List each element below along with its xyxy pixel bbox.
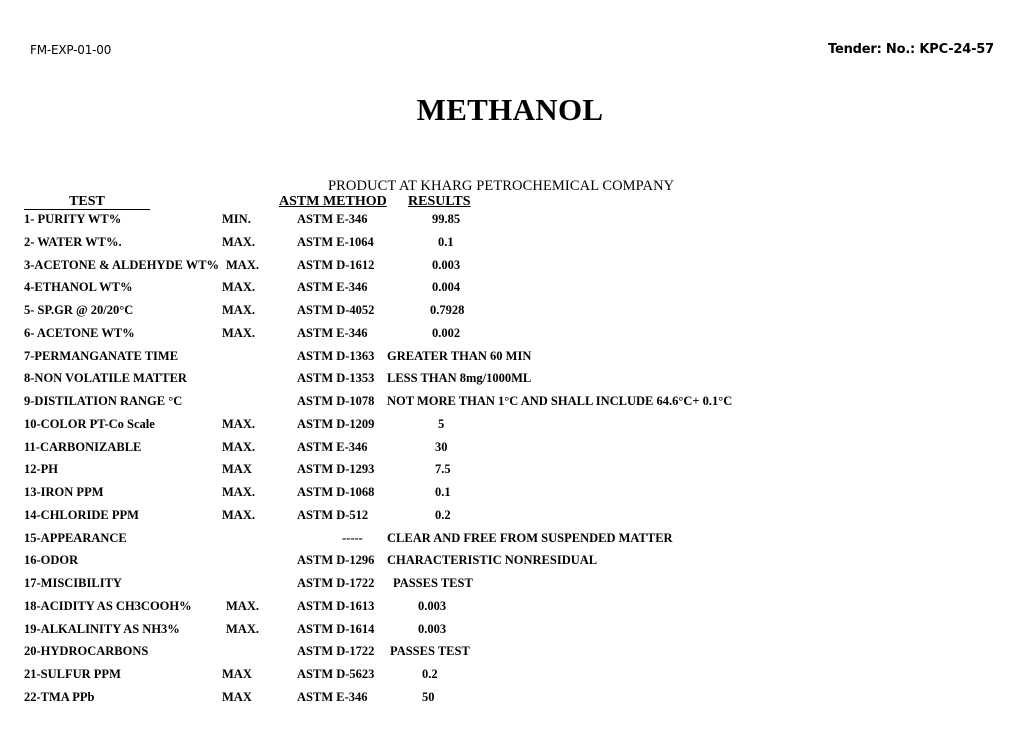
- table-row: [0, 210, 1020, 233]
- test-name: 6- ACETONE WT%: [24, 325, 135, 340]
- test-name: 18-ACIDITY AS CH3COOH%: [24, 598, 192, 613]
- column-header-results: RESULTS: [408, 194, 471, 209]
- table-row: [0, 415, 1020, 438]
- result-value: 0.7928: [430, 303, 465, 317]
- table-row: [0, 688, 1020, 711]
- result-value: 50: [422, 689, 435, 704]
- result-value: CLEAR AND FREE FROM SUSPENDED MATTER: [387, 530, 673, 545]
- result-value: PASSES TEST: [393, 576, 473, 590]
- result-value: 0.2: [422, 667, 438, 681]
- limit-type: MAX.: [222, 485, 255, 499]
- test-name: 13-IRON PPM: [24, 485, 104, 499]
- astm-method: ASTM D-1363: [297, 348, 375, 363]
- test-name: 19-ALKALINITY AS NH3%: [24, 621, 180, 636]
- table-row: [0, 551, 1020, 574]
- spec-table: [0, 210, 1020, 711]
- table-row: [0, 529, 1020, 552]
- astm-method: ASTM E-346: [297, 325, 368, 340]
- result-value: 0.1: [438, 234, 454, 249]
- result-value: NOT MORE THAN 1°C AND SHALL INCLUDE 64.6°C+ 0.1°C: [387, 394, 733, 408]
- table-row: [0, 233, 1020, 256]
- test-name: 22-TMA PPb: [24, 689, 95, 704]
- test-name: 21-SULFUR PPM: [24, 667, 121, 681]
- result-value: 0.003: [418, 621, 447, 636]
- astm-method: ASTM D-512: [297, 507, 369, 522]
- result-value: PASSES TEST: [390, 644, 470, 659]
- test-name: 7-PERMANGANATE TIME: [24, 348, 179, 363]
- test-name: 4-ETHANOL WT%: [24, 280, 133, 295]
- test-name: 20-HYDROCARBONS: [24, 644, 149, 659]
- test-name: 15-APPEARANCE: [24, 530, 127, 545]
- result-value: 30: [435, 439, 448, 454]
- astm-method: ASTM E-346: [297, 689, 368, 704]
- result-value: CHARACTERISTIC NONRESIDUAL: [387, 553, 598, 568]
- result-value: 5: [438, 416, 445, 431]
- column-header-test: TEST: [24, 194, 150, 210]
- limit-type: MIN.: [222, 212, 251, 226]
- result-value: 0.003: [418, 598, 447, 613]
- result-value: 0.2: [435, 507, 451, 522]
- limit-type: MAX.: [222, 303, 255, 317]
- astm-method: ASTM D-1296: [297, 553, 375, 568]
- test-name: 14-CHLORIDE PPM: [24, 507, 139, 522]
- astm-method: ASTM E-346: [297, 212, 368, 226]
- table-row: [0, 256, 1020, 279]
- test-name: 11-CARBONIZABLE: [24, 439, 142, 454]
- astm-method: ASTM D-1353: [297, 371, 375, 386]
- test-name: 3-ACETONE & ALDEHYDE WT%: [24, 257, 220, 272]
- astm-method: ASTM D-1209: [297, 416, 375, 431]
- astm-method: ASTM E-346: [297, 280, 368, 295]
- astm-method: ASTM D-1614: [297, 621, 375, 636]
- table-row: [0, 392, 1020, 415]
- table-row: [0, 506, 1020, 529]
- result-value: 0.003: [432, 257, 461, 272]
- tender-number: Tender: No.: KPC-24-57: [828, 42, 994, 57]
- result-value: 7.5: [435, 462, 451, 477]
- table-row: [0, 324, 1020, 347]
- table-row: [0, 620, 1020, 643]
- table-row: [0, 301, 1020, 324]
- limit-type: MAX.: [222, 325, 255, 340]
- table-row: [0, 438, 1020, 461]
- astm-method: ASTM D-5623: [297, 667, 375, 681]
- table-row: [0, 574, 1020, 597]
- limit-type: MAX.: [222, 507, 255, 522]
- limit-type: MAX: [222, 667, 252, 681]
- table-row: [0, 369, 1020, 392]
- astm-method: ASTM D-4052: [297, 303, 375, 317]
- test-name: 16-ODOR: [24, 553, 79, 568]
- astm-method: ASTM E-346: [297, 439, 368, 454]
- limit-type: MAX: [222, 462, 252, 477]
- test-name: 10-COLOR PT-Co Scale: [24, 416, 155, 431]
- document-code: FM-EXP-01-00: [30, 43, 112, 57]
- test-name: 9-DISTILATION RANGE °C: [24, 394, 183, 408]
- column-header-astm-method: ASTM METHOD: [279, 194, 387, 209]
- result-value: GREATER THAN 60 MIN: [387, 348, 532, 363]
- limit-type: MAX.: [222, 280, 255, 295]
- astm-method: -----: [342, 530, 363, 545]
- table-row: [0, 483, 1020, 506]
- table-row: [0, 597, 1020, 620]
- page-title: METHANOL: [416, 92, 604, 127]
- limit-type: MAX.: [226, 621, 259, 636]
- test-name: 12-PH: [24, 462, 59, 477]
- table-row: [0, 642, 1020, 665]
- result-value: 0.002: [432, 325, 461, 340]
- astm-method: ASTM D-1068: [297, 485, 375, 499]
- astm-method: ASTM D-1722: [297, 644, 375, 659]
- astm-method: ASTM D-1293: [297, 462, 375, 477]
- table-row: [0, 665, 1020, 688]
- astm-method: ASTM D-1612: [297, 257, 375, 272]
- result-value: 0.004: [432, 280, 461, 295]
- test-name: 17-MISCIBILITY: [24, 576, 122, 590]
- limit-type: MAX: [222, 689, 252, 704]
- result-value: 99.85: [432, 212, 461, 226]
- astm-method: ASTM D-1722: [297, 576, 375, 590]
- limit-type: MAX.: [222, 416, 255, 431]
- product-subtitle: PRODUCT AT KHARG PETROCHEMICAL COMPANY: [328, 178, 675, 194]
- limit-type: MAX.: [226, 598, 259, 613]
- limit-type: MAX.: [222, 234, 255, 249]
- test-name: 2- WATER WT%.: [24, 234, 122, 249]
- astm-method: ASTM E-1064: [297, 234, 374, 249]
- result-value: LESS THAN 8mg/1000ML: [387, 371, 532, 386]
- astm-method: ASTM D-1078: [297, 394, 375, 408]
- astm-method: ASTM D-1613: [297, 598, 375, 613]
- limit-type: MAX.: [226, 257, 259, 272]
- test-name: 1- PURITY WT%: [24, 212, 122, 226]
- result-value: 0.1: [435, 485, 451, 499]
- limit-type: MAX.: [222, 439, 255, 454]
- table-row: [0, 278, 1020, 301]
- table-row: [0, 460, 1020, 483]
- test-name: 8-NON VOLATILE MATTER: [24, 371, 187, 386]
- test-name: 5- SP.GR @ 20/20°C: [24, 303, 134, 317]
- table-row: [0, 347, 1020, 370]
